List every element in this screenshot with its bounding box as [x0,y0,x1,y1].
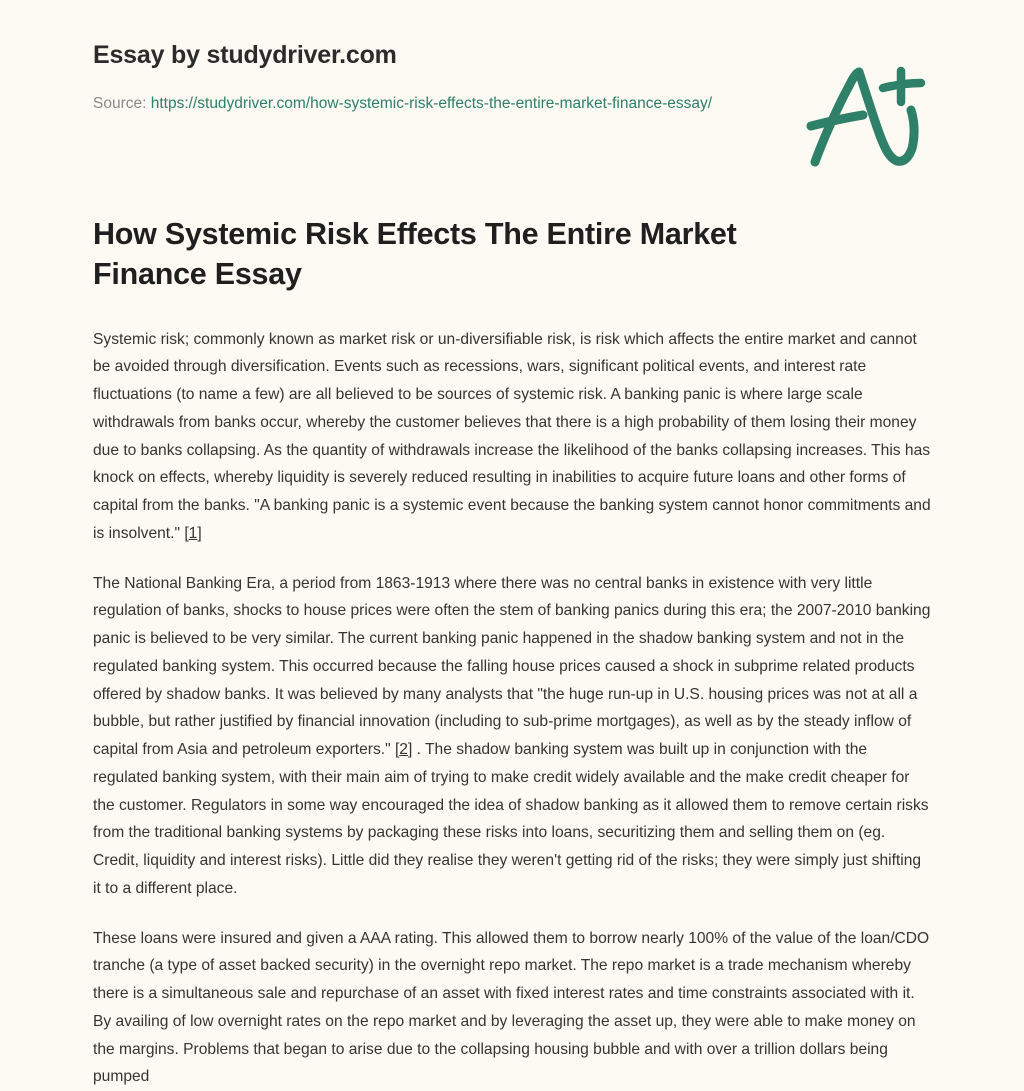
brand-title: Essay by studydriver.com [93,41,397,69]
source-label: Source: [93,95,151,112]
footnote-ref-number: 2 [399,741,408,759]
source-line [93,91,753,116]
a-plus-logo-icon [801,62,931,172]
source-url-link[interactable]: https://studydriver.com/how-systemic-risk-effects-the-entire-market-finance-essay/ [150,95,713,112]
paragraph: These loans were insured and given a AAA rating. This allowed them to borrow nearly 100% of the value of the loan/CDO tranche (a type of asset backed security) in the overnight repo market. The repo market is a trade mechanism whereby there is a simultaneous sale and repurchase of an asset with fixed interest rates and time constraints associated with it. By availing of low overnight rates on the repo market and by leveraging the asset up, they were able to make money on the margins. Problems that began to arise due to the collapsing housing bubble and with over a trillion dollars being pumped [93,929,930,1086]
page-title: How Systemic Risk Effects The Entire Market Finance Essay [93,217,737,292]
footnote-ref-number: 1 [188,524,198,542]
paragraph: The National Banking Era, a period from 1863-1913 where there was no central banks in existence with very little regulation of banks, shocks to house prices were often the stem of banking panics during this era; the 2007-2010 banking panic is believed to be very similar. The current banking panic happened in the shadow banking system and not in the regulated banking system. This occurred because the falling house prices caused a shock in subprime related products offered by shadow banks. It was believed by many analysts that "the huge run-up in U.S. housing prices was not at all a bubble, but rather justified by financial innovation (including to sub-prime mortgages), as well as by the steady inflow of capital from Asia and petroleum exporters." [2] . The shadow banking system was built up in conjunction with the regulated banking system, with their main aim of trying to make credit widely available and the make credit cheaper for the customer. Regulators in some way encouraged the idea of shadow banking as it allowed them to remove certain risks from the traditional banking systems by packaging these risks into loans, securitizing them and selling them on (eg. Credit, liquidity and interest risks). Little did they realise they weren't getting rid of the risks; they were simply just shifting it to a different place. [93,574,931,897]
footnote-ref-2[interactable] [399,741,408,758]
footnote-ref-1[interactable] [189,525,198,542]
a-plus-logo-svg [801,62,931,172]
essay-body [93,295,931,1091]
paragraph: Systemic risk; commonly known as market risk or un-diversifiable risk, is risk which affects the entire market and cannot be avoided through diversification. Events such as recessions, wars, significant political events, and interest rate fluctuations (to name a few) are all believed to be sources of systemic risk. A banking panic is where large scale withdrawals from banks occur, whereby the customer believes that there is a high probability of them losing their money due to banks collapsing. As the quantity of withdrawals increase the likelihood of the banks collapsing increases. This has knock on effects, whereby liquidity is severely reduced resulting in inabilities to acquire future loans and other forms of capital from the banks. "A banking panic is a systemic event because the banking system cannot honor commitments and is insolvent." [1] [93,330,931,542]
document-header [93,0,931,116]
